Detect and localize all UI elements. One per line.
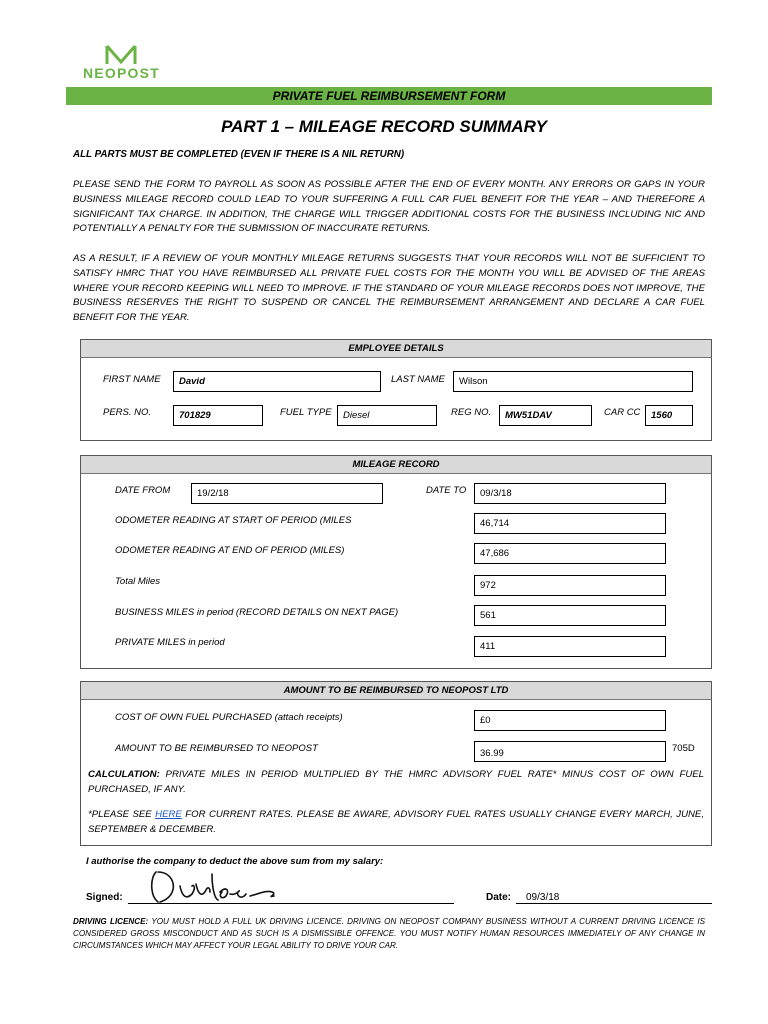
- mileage-record-section: [80, 455, 712, 669]
- odometer-end-label: ODOMETER READING AT END OF PERIOD (MILES): [115, 545, 345, 556]
- signature-image[interactable]: [146, 866, 306, 906]
- rates-note-prefix: *PLEASE SEE: [88, 809, 156, 820]
- driving-licence-text: YOU MUST HOLD A FULL UK DRIVING LICENCE. DRIVING ON NEOPOST COMPANY BUSINESS WITHOUT A CURRENT DRIVING LICENCE IS CONSIDERED GROSS MISCONDUCT AND AS SUCH IS A DISMISSIBLE OFFENCE. YOU MUST NOTIFY HUMAN RESOURCES IMMEDIATELY OF ANY CHANGE IN CIRCUMSTANCES WHICH MAY AFFECT YOUR LEGAL ABILITY TO DRIVE YOUR CAR.: [73, 917, 705, 950]
- date-to-label: DATE TO: [426, 485, 467, 496]
- own-fuel-cost-label: COST OF OWN FUEL PURCHASED (attach receipts): [115, 712, 343, 723]
- rates-note-suffix: FOR CURRENT RATES. PLEASE BE AWARE, ADVISORY FUEL RATES USUALLY CHANGE EVERY MARCH, JUNE, SEPTEMBER & DECEMBER.: [88, 809, 704, 835]
- last-name-label: LAST NAME: [391, 374, 445, 385]
- reg-no-label: REG NO.: [451, 407, 492, 418]
- total-miles-label: Total Miles: [115, 576, 161, 587]
- total-miles-field[interactable]: 972: [474, 575, 666, 596]
- signed-label: Signed:: [86, 892, 123, 903]
- date-line: [516, 903, 712, 904]
- pers-no-label: PERS. NO.: [103, 407, 152, 418]
- reimbursement-heading: AMOUNT TO BE REIMBURSED TO NEOPOST LTD: [81, 682, 711, 700]
- private-miles-label: PRIVATE MILES in period: [115, 637, 225, 648]
- amount-reimbursed-label: AMOUNT TO BE REIMBURSED TO NEOPOST: [115, 743, 318, 754]
- instructions-paragraph-2: AS A RESULT, IF A REVIEW OF YOUR MONTHLY MILEAGE RETURNS SUGGESTS THAT YOUR RECORDS WILL NOT BE SUFFICIENT TO SATISFY HMRC THAT YOU HAVE REIMBURSED ALL PRIVATE FUEL COSTS FOR THE MONTH YOU WILL BE ADVISED OF THE AREAS WHERE YOUR RECORD KEEPING WILL NEED TO IMPROVE. IF THE STANDARD OF YOUR MILEAGE RECORDS DOES NOT IMPROVE, THE BUSINESS RESERVES THE RIGHT TO SUSPEND OR CANCEL THE REIMBURSEMENT ARRANGEMENT AND DECLARE A CAR FUEL BENEFIT FOR THE YEAR.: [73, 253, 705, 324]
- instructions-paragraph-1: PLEASE SEND THE FORM TO PAYROLL AS SOON AS POSSIBLE AFTER THE END OF EVERY MONTH. ANY ERRORS OR GAPS IN YOUR BUSINESS MILEAGE RECORD COULD LEAD TO YOUR SUFFERING A FULL CAR FUEL BENEFIT FOR THE YEAR – AND THEREFORE A SIGNIFICANT TAX CHARGE. IN ADDITION, THE CHARGE WILL TRIGGER ADDITIONAL COSTS FOR THE BUSINESS INCLUDING NIC AND POTENTIALLY A PENALTY FOR THE SUBMISSION OF INACCURATE RETURNS.: [73, 179, 705, 235]
- amount-reimbursed-field[interactable]: 36.99: [474, 741, 666, 762]
- reg-no-field[interactable]: MW51DAV: [499, 405, 592, 426]
- last-name-field[interactable]: Wilson: [453, 371, 693, 392]
- first-name-label: FIRST NAME: [103, 374, 161, 385]
- calculation-label: CALCULATION:: [88, 769, 160, 780]
- handwritten-note: 705D: [672, 743, 695, 754]
- authorisation-statement: I authorise the company to deduct the above sum from my salary:: [86, 856, 384, 867]
- calculation-text: [88, 768, 704, 798]
- employee-details-heading: EMPLOYEE DETAILS: [81, 340, 711, 358]
- calculation-description: PRIVATE MILES IN PERIOD MULTIPLIED BY THE HMRC ADVISORY FUEL RATE* MINUS COST OF OWN FUEL PURCHASED, IF ANY.: [88, 769, 704, 795]
- employee-details-section: [80, 339, 712, 441]
- date-from-field[interactable]: 19/2/18: [191, 483, 383, 504]
- reimbursement-section: [80, 681, 712, 846]
- pers-no-field[interactable]: 701829: [173, 405, 263, 426]
- car-cc-label: CAR CC: [604, 407, 641, 418]
- page-title: PART 1 – MILEAGE RECORD SUMMARY: [221, 117, 547, 136]
- rates-note: [88, 808, 704, 838]
- date-label: Date:: [486, 892, 512, 903]
- first-name-field[interactable]: David: [173, 371, 381, 392]
- date-from-label: DATE FROM: [115, 485, 171, 496]
- date-value[interactable]: 09/3/18: [526, 892, 560, 903]
- fuel-rates-link[interactable]: HERE: [155, 809, 182, 820]
- completion-notice: ALL PARTS MUST BE COMPLETED (EVEN IF THERE IS A NIL RETURN): [73, 149, 405, 160]
- business-miles-label: BUSINESS MILES in period (RECORD DETAILS ON NEXT PAGE): [115, 607, 399, 618]
- form-title-bar: [66, 87, 712, 105]
- mileage-record-heading: MILEAGE RECORD: [81, 456, 711, 474]
- driving-licence-notice: [73, 916, 705, 952]
- date-to-field[interactable]: 09/3/18: [474, 483, 666, 504]
- car-cc-field[interactable]: 1560: [645, 405, 693, 426]
- odometer-start-label: ODOMETER READING AT START OF PERIOD (MILES: [115, 515, 352, 526]
- fuel-type-field[interactable]: Diesel: [337, 405, 437, 426]
- odometer-end-field[interactable]: 47,686: [474, 543, 666, 564]
- neopost-logo-icon: [104, 44, 138, 66]
- odometer-start-field[interactable]: 46,714: [474, 513, 666, 534]
- form-title: PRIVATE FUEL REIMBURSEMENT FORM: [272, 89, 506, 103]
- private-miles-field[interactable]: 411: [474, 636, 666, 657]
- business-miles-field[interactable]: 561: [474, 605, 666, 626]
- driving-licence-label: DRIVING LICENCE:: [73, 917, 149, 926]
- logo-text: NEOPOST: [83, 65, 160, 81]
- fuel-type-label: FUEL TYPE: [280, 407, 332, 418]
- own-fuel-cost-field[interactable]: £0: [474, 710, 666, 731]
